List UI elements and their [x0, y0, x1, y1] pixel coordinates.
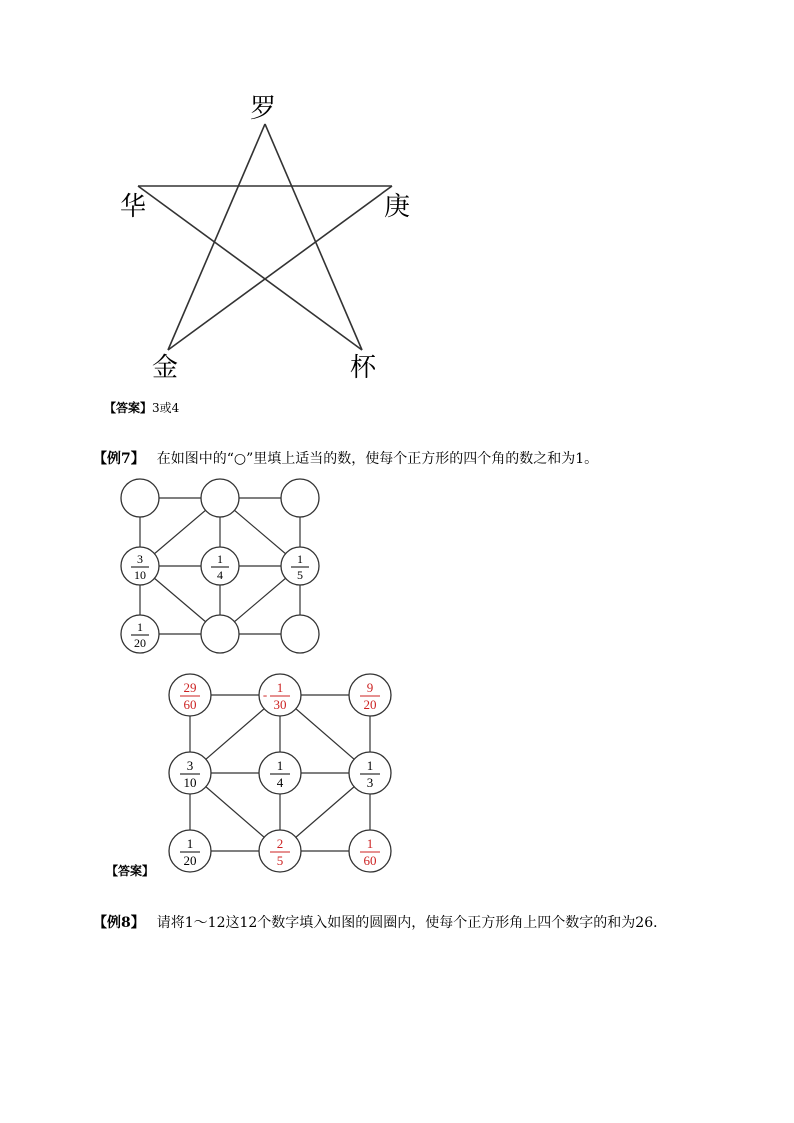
circle-node-tm	[201, 479, 239, 517]
example7-tag: 【例7】	[93, 451, 145, 467]
puzzle-grid	[110, 470, 340, 670]
node-circle	[281, 479, 319, 517]
star-label-right: 庚	[384, 192, 411, 222]
fraction-denominator: 20	[183, 853, 197, 868]
node-circle	[201, 615, 239, 653]
answer-bracket: 【答案】	[104, 401, 153, 415]
example7-text: 在如图中的“○”里填上适当的数，使每个正方形的四个角的数之和为1。	[156, 451, 599, 467]
star-figure	[120, 110, 420, 360]
circle-node-bm	[259, 830, 301, 872]
circle-node-mr	[281, 547, 319, 585]
fraction-denominator: 20	[363, 697, 377, 712]
fraction-denominator: 20	[134, 636, 146, 650]
circle-node-ml	[121, 547, 159, 585]
node-circle	[201, 479, 239, 517]
fraction-denominator: 60	[363, 853, 377, 868]
star-label-top: 罗	[250, 94, 277, 124]
circle-node-tl	[169, 674, 211, 716]
circle-node-bm	[201, 615, 239, 653]
circle-node-tm	[259, 674, 301, 716]
example8-statement	[93, 914, 667, 932]
star-line	[265, 124, 362, 350]
circle-node-bl	[169, 830, 211, 872]
example7-statement	[93, 450, 598, 468]
node-circle	[281, 615, 319, 653]
example7-answer-label: 【答案】	[106, 864, 155, 878]
answer-line	[104, 401, 179, 415]
star-label-bottom-right: 杯	[350, 353, 377, 383]
fraction-numerator: 1	[137, 620, 143, 634]
fraction-numerator: 1	[217, 552, 223, 566]
fraction-numerator: 2	[276, 836, 284, 851]
fraction-numerator: 1	[366, 758, 374, 773]
circle-node-br	[349, 830, 391, 872]
fraction-denominator: 60	[183, 697, 197, 712]
example8-text: 请将1～12这12个数字填入如图的圆圈内，使每个正方形角上四个数字的和为26．	[156, 915, 668, 931]
fraction-denominator: 3	[366, 775, 374, 790]
star-line	[168, 124, 265, 350]
fraction-denominator: 10	[183, 775, 197, 790]
fraction-numerator: 1	[186, 836, 194, 851]
star-line	[138, 186, 362, 350]
circle-node-bl	[121, 615, 159, 653]
circle-node-mm	[201, 547, 239, 585]
fraction-denominator: 4	[217, 568, 223, 582]
circle-node-tr	[281, 479, 319, 517]
fraction-denominator: 4	[276, 775, 284, 790]
answer-text: 3或4	[152, 401, 180, 415]
fraction-denominator: 5	[276, 853, 284, 868]
circle-node-ml	[169, 752, 211, 794]
node-circle	[121, 479, 159, 517]
fraction-numerator: 1	[276, 758, 284, 773]
fraction-numerator: 29	[183, 680, 197, 695]
star-label-bottom-left: 金	[152, 353, 179, 383]
star-label-left: 华	[120, 192, 147, 222]
fraction-denominator: 5	[297, 568, 303, 582]
fraction-numerator: 1	[366, 836, 374, 851]
circle-node-mr	[349, 752, 391, 794]
circle-node-mm	[259, 752, 301, 794]
fraction-numerator: 1	[276, 680, 284, 695]
fraction-numerator: 3	[186, 758, 194, 773]
fraction-sign: -	[262, 687, 268, 702]
circle-node-br	[281, 615, 319, 653]
fraction-numerator: 1	[297, 552, 303, 566]
example8-tag: 【例8】	[93, 915, 145, 931]
star-line	[168, 186, 392, 350]
fraction-denominator: 30	[273, 697, 287, 712]
fraction-numerator: 3	[137, 552, 143, 566]
solution-grid	[160, 665, 405, 885]
circle-node-tr	[349, 674, 391, 716]
circle-node-tl	[121, 479, 159, 517]
fraction-numerator: 9	[366, 680, 374, 695]
fraction-denominator: 10	[134, 568, 146, 582]
